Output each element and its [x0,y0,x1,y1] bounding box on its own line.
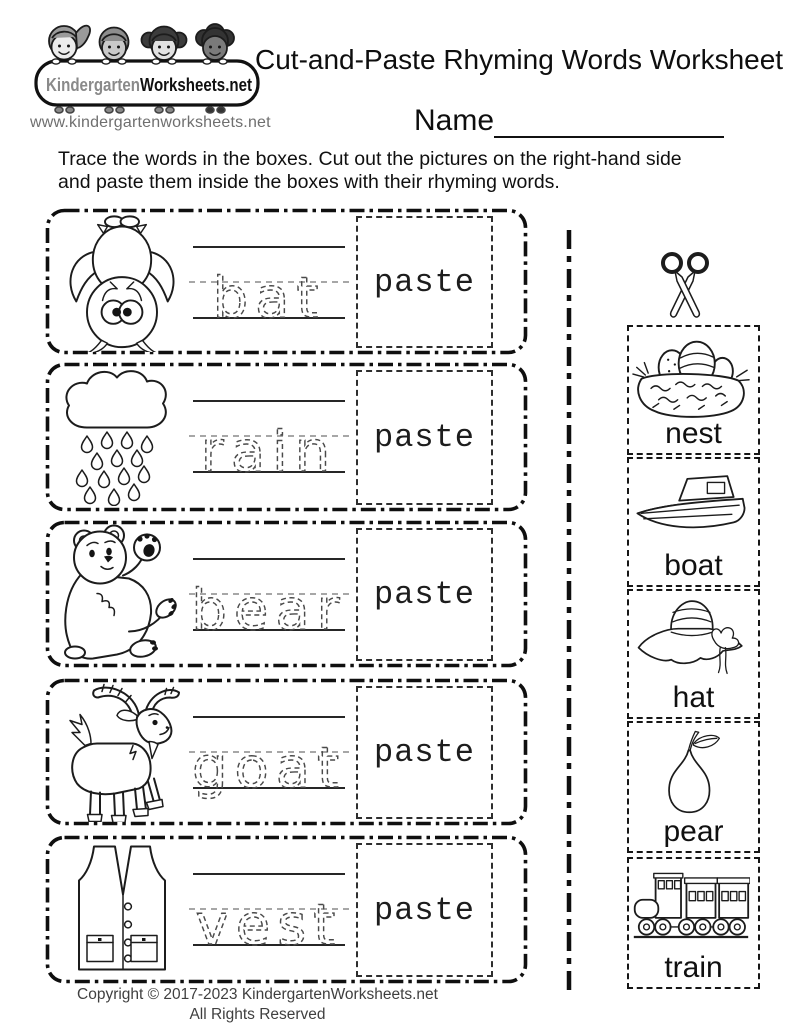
traced-word: vest [195,893,343,958]
site-logo [28,10,266,116]
bear-image [57,523,187,664]
boat-image [632,464,750,550]
paste-label: paste [373,891,475,929]
paste-box [356,843,493,977]
writing-area [185,550,353,650]
writing-area [185,865,353,965]
cutout-label: boat [664,549,723,582]
scissors-icon [655,250,715,322]
hat-image [632,596,750,682]
logo-kid-boy-gray [100,28,129,61]
nest-image [632,332,750,418]
writing-area [185,708,353,808]
goat-image [57,681,187,822]
worksheet-row-goat [45,678,528,826]
paste-label: paste [373,419,475,456]
logo-feet [55,107,225,113]
logo-kid-girl-gray [49,26,90,60]
paste-box [356,216,493,348]
cutout-label: nest [665,417,722,450]
paste-label: paste [373,576,475,613]
traced-word: rain [200,420,338,485]
paste-box [356,686,493,819]
kids-logo [28,10,266,116]
vest-image [57,838,187,979]
traced-word: goat [191,736,347,801]
rights-text: All Rights Reserved [189,1005,326,1023]
worksheet-row-vest [45,835,528,984]
writing-area [185,238,353,338]
instructions-line-1: Trace the words in the boxes. Cut out the pictures on the right-hand side [58,148,682,170]
train-wheels [639,919,745,934]
pear-image [632,728,750,814]
paste-label: paste [373,734,475,771]
paste-box [356,370,493,505]
rain-image [57,365,187,506]
cutout-card-nest [627,325,760,455]
page-title: Cut-and-Paste Rhyming Words Worksheet [255,44,784,75]
cutout-card-hat [627,589,760,719]
name-blank-line [494,104,724,138]
bat-image [57,211,187,352]
copyright-text: Copyright © 2017-2023 KindergartenWorksheets.net [77,986,438,1003]
logo-brand-black: Worksheets.net [140,75,252,95]
raindrops [77,432,153,506]
cutout-card-boat [627,457,760,587]
worksheet-row-bear [45,520,528,668]
cut-divider-line [565,230,573,992]
traced-word: bear [191,578,347,643]
paste-box [356,528,493,661]
cutout-label: pear [663,815,724,848]
train-image [632,864,750,950]
logo-kid-boy-curly [196,24,234,60]
worksheet-row-bat [45,208,528,355]
writing-area [185,392,353,492]
instructions-line-2: and paste them inside the boxes with their rhyming words. [58,171,560,193]
cutout-card-pear [627,721,760,853]
website-url: www.kindergartenworksheets.net [30,114,271,131]
logo-kid-girl-pigtails [142,27,187,61]
traced-word: bat [212,266,326,331]
cutout-card-train [627,857,760,989]
cutout-label: train [664,951,723,984]
logo-brand-gray: Kindergarten [46,75,140,95]
name-row [414,104,724,138]
name-label: Name [414,104,495,137]
cutout-label: hat [672,681,715,714]
paste-label: paste [373,263,475,301]
worksheet-row-rain [45,362,528,512]
footer [30,985,485,1024]
